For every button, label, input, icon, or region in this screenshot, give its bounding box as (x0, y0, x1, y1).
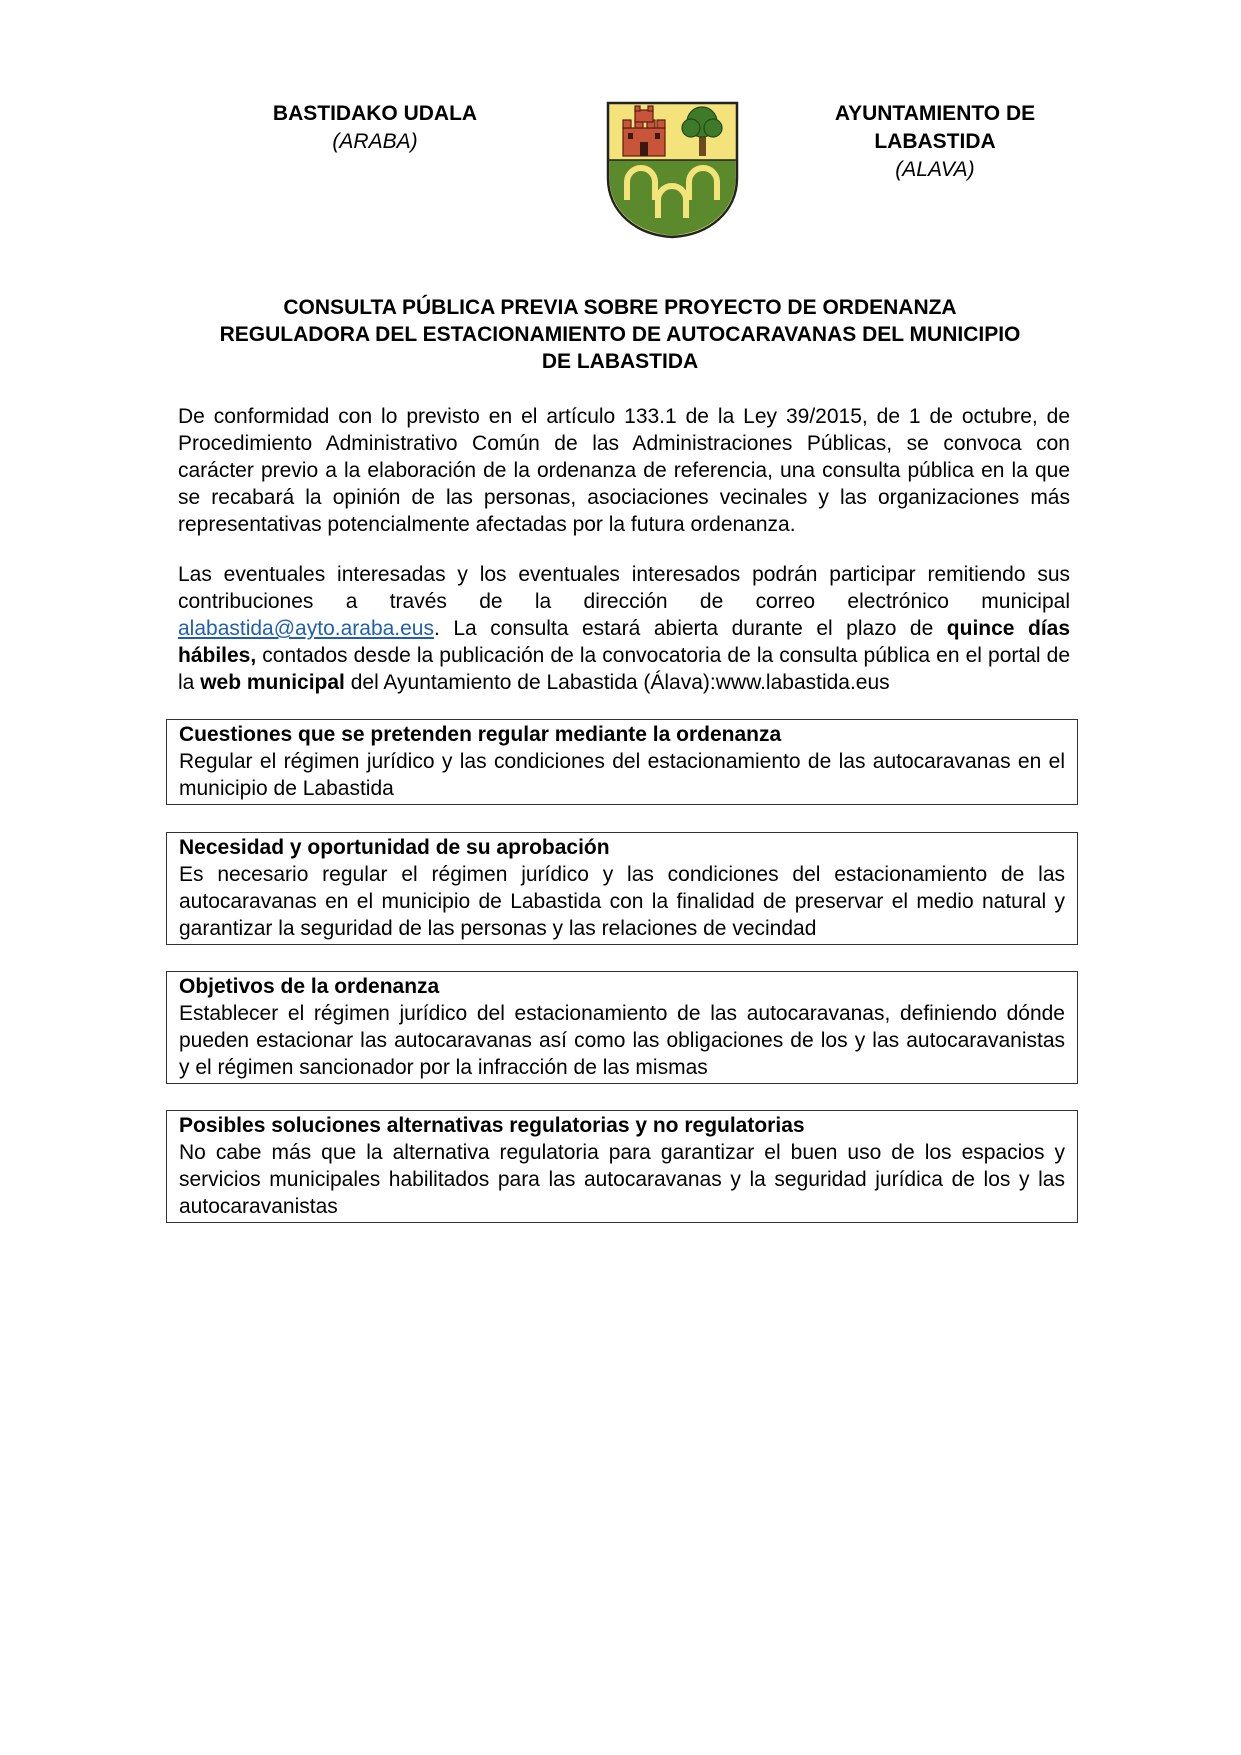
box-objectives-text: Establecer el régimen jurídico del estacionamiento de las autocaravanas, definiendo dónde pueden estacionar las autocaravanas así como las obligaciones de los y las autocaravanistas y el régimen sancionador por la infracción de las mismas (179, 1002, 1065, 1079)
header-spanish-province: (ALAVA) (895, 158, 975, 181)
header-spanish-name-line1: AYUNTAMIENTO DE (834, 102, 1036, 125)
box-objectives-heading: Objetivos de la ordenanza (179, 975, 440, 998)
box-alternatives (166, 1110, 1078, 1223)
box-alternatives-heading: Posibles soluciones alternativas regulatorias y no regulatorias (179, 1114, 805, 1137)
box-objectives (166, 971, 1078, 1084)
deadline-bold: quince días hábiles, (178, 617, 1071, 667)
box-issues (166, 719, 1078, 805)
participation-text-3: contados desde la publicación de la convocatoria de la consulta pública en el portal de la (178, 644, 1070, 694)
intro-paragraph: De conformidad con lo previsto en el artículo 133.1 de la Ley 39/2015, de 1 de octubre, de Procedimiento Administrativo Común de las Administraciones Públicas, se convoca con carácter previo a la elaboración de la ordenanza de referencia, una consulta pública en la que se recabará la opinión de las personas, asociaciones vecinales y las organizaciones más representativas potencialmente afectadas por la futura ordenanza. (178, 405, 1070, 536)
participation-text-2: . La consulta estará abierta durante el plazo de (434, 617, 947, 640)
box-alternatives-text: No cabe más que la alternativa regulatoria para garantizar el buen uso de los espacios y servicios municipales habilitados para las autocaravanas y la seguridad jurídica de los y las autocaravanistas (179, 1141, 1065, 1218)
title-line-2: REGULADORA DEL ESTACIONAMIENTO DE AUTOCARAVANAS DEL MUNICIPIO (219, 323, 1021, 346)
coat-of-arms-icon (605, 100, 740, 240)
header-basque-province: (ARABA) (332, 130, 418, 153)
box-necessity-heading: Necesidad y oportunidad de su aprobación (179, 836, 610, 859)
header-spanish-name-line2: LABASTIDA (874, 130, 996, 153)
box-issues-heading: Cuestiones que se pretenden regular mediante la ordenanza (179, 723, 782, 746)
participation-paragraph (178, 561, 1070, 696)
box-issues-text: Regular el régimen jurídico y las condiciones del estacionamiento de las autocaravanas en el municipio de Labastida (179, 750, 1065, 800)
participation-text-4: del Ayuntamiento de Labastida (Álava):www.labastida.eus (344, 671, 890, 694)
participation-text-1: Las eventuales interesadas y los eventuales interesados podrán participar remitiendo sus contribuciones a través de la dirección de correo electrónico municipal (178, 563, 1070, 613)
header-spanish (780, 100, 1090, 184)
title-line-3: DE LABASTIDA (541, 350, 699, 373)
title-line-1: CONSULTA PÚBLICA PREVIA SOBRE PROYECTO DE ORDENANZA (283, 296, 957, 319)
document-title (170, 294, 1070, 375)
web-municipal-bold: web municipal (200, 671, 345, 694)
header-basque (210, 100, 540, 156)
box-necessity (166, 832, 1078, 945)
header-basque-name: BASTIDAKO UDALA (272, 102, 478, 125)
box-necessity-text: Es necesario regular el régimen jurídico y las condiciones del estacionamiento de las autocaravanas en el municipio de Labastida con la finalidad de preservar el medio natural y garantizar la seguridad de las personas y las relaciones de vecindad (179, 863, 1065, 940)
email-link[interactable]: alabastida@ayto.araba.eus (178, 617, 434, 640)
